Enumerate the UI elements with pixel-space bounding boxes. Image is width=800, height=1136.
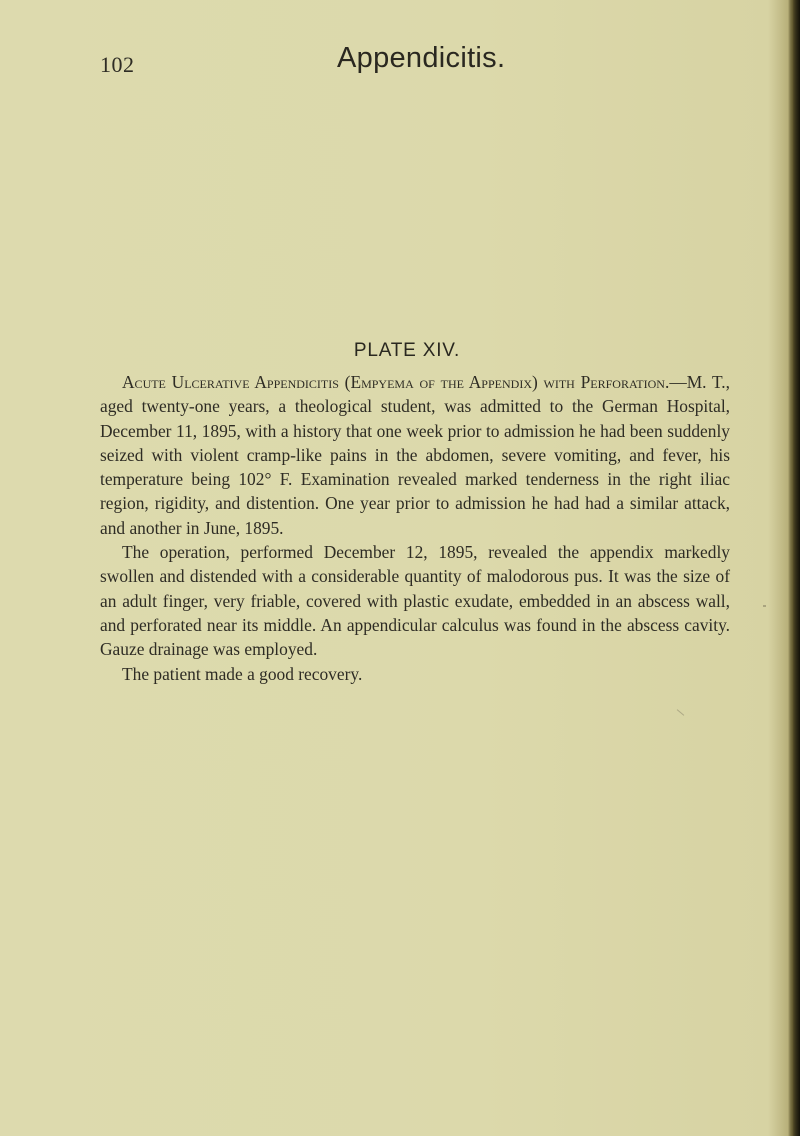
paragraph-operation: The operation, performed December 12, 1895, revealed the appendix markedly swollen and distended with a considerable quantity of malodorous pus. It was the size of an adult finger, very friable, covered with plastic exudate, embedded in an abscess wall, and perforated near its middle. An appendicular calculus was found in the abscess cavity. Gauze drainage was employed. bbox=[100, 542, 730, 660]
paragraph-1-text: —M. T., aged twenty-one years, a theological student, was admitted to the German Hospital, December 11, 1895, with a history that one week prior to admission he had been suddenly seized with violent cramp-like pains in the abdomen, severe vomiting, and fever, his temperature being 102° F. Examination revealed marked tenderness in the right iliac region, rigidity, and distention. One year prior to admission he had had a similar attack, and another in June, 1895. bbox=[100, 372, 730, 538]
page-edge-shadow bbox=[788, 0, 800, 1136]
running-title: Appendicitis. bbox=[337, 42, 506, 74]
paragraph-outcome: The patient made a good recovery. bbox=[122, 663, 363, 684]
running-head bbox=[0, 42, 800, 86]
page-number: 102 bbox=[100, 52, 135, 77]
case-heading: Acute Ulcerative Appendicitis (Empyema of the Appendix) with Perforation. bbox=[122, 372, 670, 392]
case-description bbox=[100, 370, 730, 686]
plate-title: PLATE XIV. bbox=[353, 340, 461, 361]
paragraph-case-history bbox=[100, 370, 730, 540]
stray-mark bbox=[763, 605, 766, 607]
